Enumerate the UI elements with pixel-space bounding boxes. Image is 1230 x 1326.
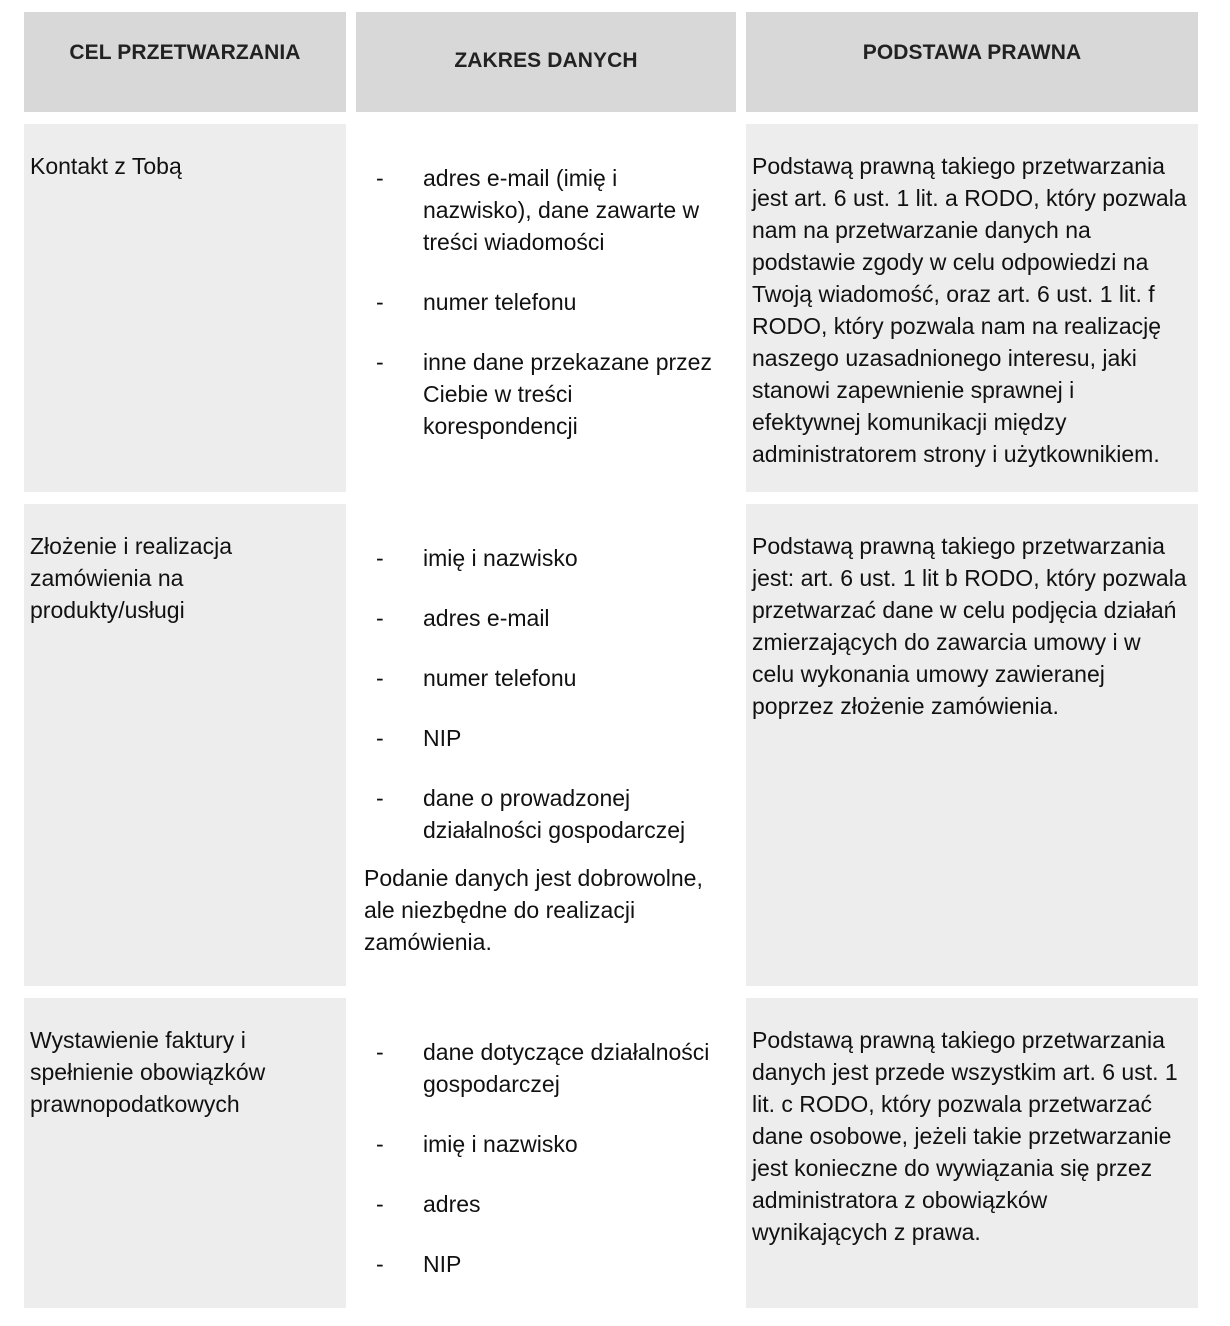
bullet-dash: - (376, 1131, 384, 1157)
row3-legal-basis-cell (746, 998, 1198, 1308)
bullet-dash: - (376, 1251, 384, 1277)
row1-legal-basis: Podstawą prawną takiego przetwarzania jest art. 6 ust. 1 lit. a RODO, który pozwala nam na przetwarzanie danych na podstawie zgody w celu odpowiedzi na Twoją wiadomość, oraz art. 6 ust. 1 lit. f RODO, który pozwala nam na realizację naszego uzasadnionego interesu, jaki stanowi zapewnienie sprawnej i efektywnej komunikacji między administratorem strony i użytkownikiem. (752, 153, 1187, 467)
list-item-text: dane o prowadzonej działalności gospodarczej (423, 785, 686, 843)
bullet-dash: - (376, 1039, 384, 1065)
row1-purpose: Kontakt z Tobą (30, 153, 182, 179)
bullet-dash: - (376, 665, 384, 691)
list-item-text: NIP (423, 1251, 462, 1277)
list-item-text: numer telefonu (423, 289, 577, 315)
list-item-text: inne dane przekazane przez Ciebie w treści korespondencji (423, 349, 712, 439)
list-item-text: dane dotyczące działalności gospodarczej (423, 1039, 710, 1097)
row3-purpose-cell (24, 998, 346, 1308)
row3-purpose: Wystawienie faktury i spełnienie obowiązków prawnopodatkowych (30, 1027, 266, 1117)
row2-purpose: Złożenie i realizacja zamówienia na produkty/usługi (30, 533, 232, 623)
row2-legal-basis: Podstawą prawną takiego przetwarzania jest: art. 6 ust. 1 lit b RODO, który pozwala przetwarzać dane w celu podjęcia działań zmierzających do zawarcia umowy i w celu wykonania umowy zawieranej poprzez złożenie zamówienia. (752, 533, 1187, 719)
bullet-dash: - (376, 785, 384, 811)
bullet-dash: - (376, 349, 384, 375)
list-item-text: imię i nazwisko (423, 545, 578, 571)
row1-scope-cell (356, 124, 736, 492)
bullet-dash: - (376, 545, 384, 571)
header-cell-scope (356, 12, 736, 112)
row3-scope-cell (356, 998, 736, 1308)
header-cell-legal-basis (746, 12, 1198, 112)
bullet-dash: - (376, 725, 384, 751)
bullet-dash: - (376, 289, 384, 315)
row2-scope-cell (356, 504, 736, 986)
header-scope: ZAKRES DANYCH (454, 49, 638, 72)
bullet-dash: - (376, 165, 384, 191)
bullet-dash: - (376, 1191, 384, 1217)
row1-purpose-cell (24, 124, 346, 492)
row2-purpose-cell (24, 504, 346, 986)
row2-legal-basis-cell (746, 504, 1198, 986)
header-purpose: CEL PRZETWARZANIA (69, 41, 301, 64)
scope-note: Podanie danych jest dobrowolne, ale niezbędne do realizacji zamówienia. (364, 865, 703, 955)
row3-legal-basis: Podstawą prawną takiego przetwarzania danych jest przede wszystkim art. 6 ust. 1 lit. c RODO, który pozwala przetwarzać dane osobowe, jeżeli takie przetwarzanie jest konieczne do wywiązania się przez administratora z obowiązków wynikających z prawa. (752, 1027, 1178, 1245)
header-cell-purpose (24, 12, 346, 112)
bullet-dash: - (376, 605, 384, 631)
list-item-text: adres e-mail (imię i nazwisko), dane zawarte w treści wiadomości (423, 165, 700, 255)
list-item-text: imię i nazwisko (423, 1131, 578, 1157)
row1-legal-basis-cell (746, 124, 1198, 492)
header-legal-basis: PODSTAWA PRAWNA (862, 41, 1082, 64)
list-item-text: NIP (423, 725, 462, 751)
list-item-text: adres (423, 1191, 481, 1217)
list-item-text: numer telefonu (423, 665, 577, 691)
list-item-text: adres e-mail (423, 605, 550, 631)
